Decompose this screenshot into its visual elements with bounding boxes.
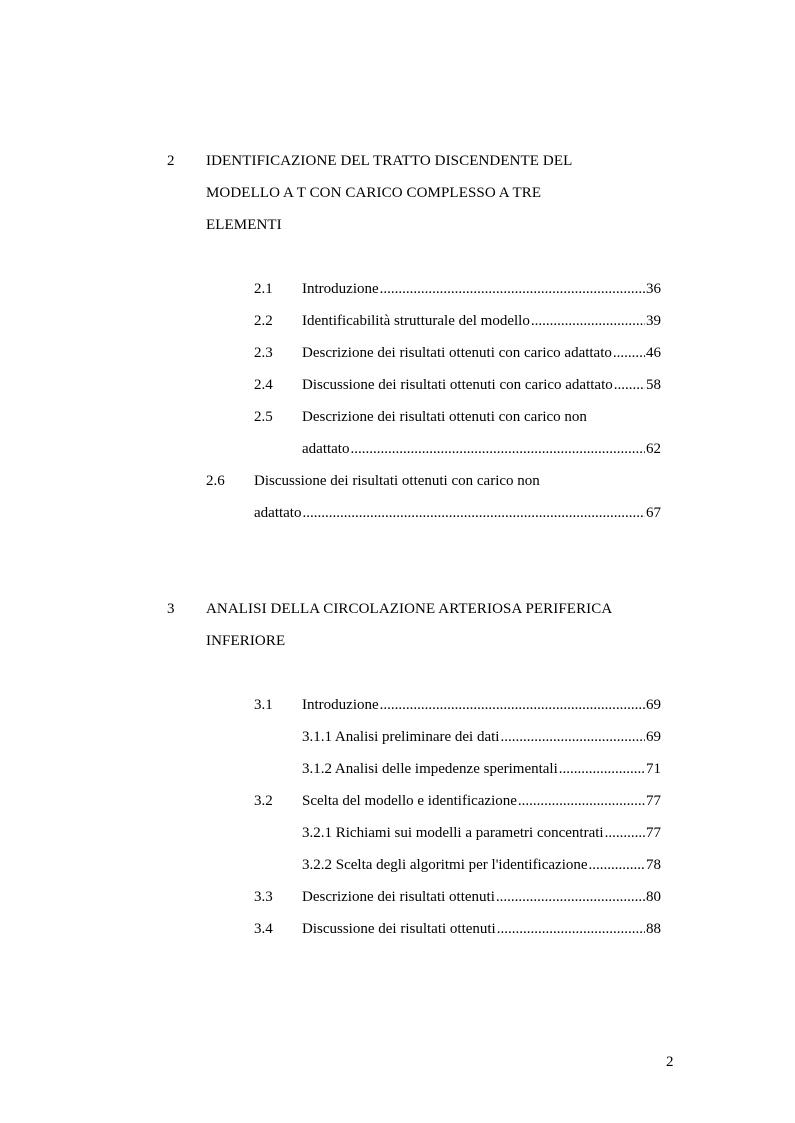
dot-leader (497, 920, 645, 938)
toc-entry-2-5[interactable] (302, 440, 661, 458)
toc-entry-2-2[interactable] (302, 312, 661, 330)
toc-page-number: 36 (646, 281, 661, 297)
page-number: 2 (666, 1054, 674, 1070)
toc-entry-title: Introduzione (302, 281, 379, 297)
toc-entry-title: 3.2.1 Richiami sui modelli a parametri concentrati (302, 825, 604, 841)
toc-entry-title-cont: adattato (302, 441, 350, 457)
chapter-2-title-line-2: MODELLO A T CON CARICO COMPLESSO A TRE (206, 185, 542, 201)
chapter-3-title-line-2: INFERIORE (206, 633, 286, 649)
toc-entry-3-1-1[interactable] (302, 728, 661, 746)
chapter-3-title-line-1: ANALISI DELLA CIRCOLAZIONE ARTERIOSA PERIFERICA (206, 601, 613, 617)
toc-section-number: 2.2 (254, 313, 273, 329)
toc-section-number: 2.5 (254, 409, 273, 425)
toc-entry-title: Discussione dei risultati ottenuti con carico adattato (302, 377, 613, 393)
dot-leader (350, 440, 645, 458)
toc-entry-3-2-1[interactable] (302, 824, 661, 842)
toc-section-number: 2.6 (206, 473, 225, 489)
toc-entry-2-6[interactable] (254, 504, 661, 522)
toc-entry-title: 3.1.1 Analisi preliminare dei dati (302, 729, 500, 745)
toc-entry-3-1[interactable] (302, 696, 661, 714)
toc-section-number: 2.3 (254, 345, 273, 361)
toc-entry-2-5-title[interactable]: Descrizione dei risultati ottenuti con carico non (302, 409, 587, 425)
dot-leader (559, 760, 645, 778)
toc-page-number: 78 (646, 857, 661, 873)
toc-page-number: 80 (646, 889, 661, 905)
toc-entry-title: Discussione dei risultati ottenuti (302, 921, 496, 937)
toc-entry-3-1-2[interactable] (302, 760, 661, 778)
dot-leader (589, 856, 645, 874)
toc-page-number: 62 (646, 441, 661, 457)
toc-page-number: 69 (646, 697, 661, 713)
toc-entry-3-2-2[interactable] (302, 856, 661, 874)
toc-entry-title: Scelta del modello e identificazione (302, 793, 517, 809)
dot-leader (302, 504, 645, 522)
toc-page-number: 69 (646, 729, 661, 745)
toc-entry-title: 3.2.2 Scelta degli algoritmi per l'identificazione (302, 857, 588, 873)
dot-leader (380, 696, 645, 714)
toc-section-number: 3.4 (254, 921, 273, 937)
toc-section-number: 3.1 (254, 697, 273, 713)
chapter-2-title-line-3: ELEMENTI (206, 217, 282, 233)
toc-page-number: 77 (646, 825, 661, 841)
toc-entry-2-3[interactable] (302, 344, 661, 362)
dot-leader (500, 728, 645, 746)
dot-leader (613, 344, 645, 362)
toc-entry-2-1[interactable] (302, 280, 661, 298)
toc-entry-title: 3.1.2 Analisi delle impedenze sperimentali (302, 761, 558, 777)
toc-page-number: 39 (646, 313, 661, 329)
toc-page-number: 67 (646, 505, 661, 521)
dot-leader (380, 280, 645, 298)
toc-section-number: 2.1 (254, 281, 273, 297)
toc-section-number: 3.3 (254, 889, 273, 905)
toc-section-number: 2.4 (254, 377, 273, 393)
toc-page-number: 71 (646, 761, 661, 777)
toc-entry-3-4[interactable] (302, 920, 661, 938)
toc-page-number: 46 (646, 345, 661, 361)
toc-page-number: 58 (646, 377, 661, 393)
toc-page-number: 77 (646, 793, 661, 809)
chapter-2-title-line-1: IDENTIFICAZIONE DEL TRATTO DISCENDENTE DEL (206, 153, 573, 169)
toc-entry-3-3[interactable] (302, 888, 661, 906)
toc-entry-3-2[interactable] (302, 792, 661, 810)
toc-page-number: 88 (646, 921, 661, 937)
toc-entry-title: Descrizione dei risultati ottenuti (302, 889, 495, 905)
dot-leader (614, 376, 645, 394)
dot-leader (518, 792, 645, 810)
dot-leader (605, 824, 645, 842)
chapter-3-number: 3 (167, 601, 175, 617)
dot-leader (496, 888, 645, 906)
toc-entry-title: Introduzione (302, 697, 379, 713)
dot-leader (531, 312, 645, 330)
toc-entry-title: Descrizione dei risultati ottenuti con carico adattato (302, 345, 612, 361)
toc-entry-title: Identificabilità strutturale del modello (302, 313, 530, 329)
toc-entry-2-4[interactable] (302, 376, 661, 394)
toc-entry-2-6-title[interactable]: Discussione dei risultati ottenuti con carico non (254, 473, 540, 489)
toc-entry-title-cont: adattato (254, 505, 302, 521)
chapter-2-number: 2 (167, 153, 175, 169)
toc-section-number: 3.2 (254, 793, 273, 809)
